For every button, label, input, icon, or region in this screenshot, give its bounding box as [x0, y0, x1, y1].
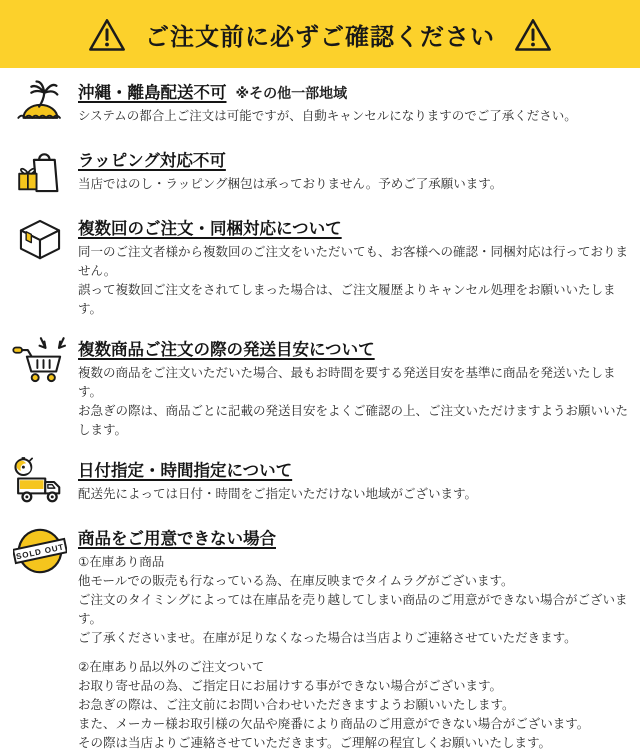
section-title: 沖縄・離島配送不可	[78, 84, 227, 102]
subsection-heading: ②在庫あり品以外のご注文ついて	[78, 660, 265, 674]
notice-list	[0, 68, 640, 753]
delivery-truck-clock-icon	[12, 456, 68, 508]
subsection-in-stock	[78, 553, 632, 648]
header-banner	[0, 0, 640, 68]
section-body-line: また、メーカー様お取引様の欠品や廃番により商品のご用意ができない場合がございます。	[78, 717, 590, 731]
section-no-combined-shipping	[12, 214, 632, 319]
section-title-note: ※その他一部地域	[235, 85, 348, 101]
section-no-wrapping	[12, 146, 632, 198]
section-body-line: お急ぎの際は、ご注文前にお問い合わせいただきますようお願いいたします。	[78, 698, 515, 712]
section-body-line: お急ぎの際は、商品ごとに記載の発送目安をよくご確認の上、ご注文いただけますようお願いいたします。	[78, 404, 629, 437]
section-out-of-stock	[12, 524, 632, 753]
section-body-line: 同一のご注文者様から複数回のご注文をいただいても、お客様への確認・同梱対応は行っておりません。	[78, 245, 629, 278]
section-title: 複数商品ご注文の際の発送目安について	[78, 341, 375, 359]
section-title: ラッピング対応不可	[78, 152, 226, 170]
package-box-icon	[12, 214, 68, 319]
page-title: ご注文前に必ずご確認ください	[145, 23, 495, 51]
gift-bag-icon	[12, 146, 68, 198]
subsection-backorder	[78, 658, 632, 753]
section-title: 商品をご用意できない場合	[78, 530, 276, 548]
section-body-line: ご了承くださいませ。在庫が足りなくなった場合は当店よりご連絡させていただきます。	[78, 631, 577, 645]
section-title: 日付指定・時間指定について	[78, 462, 293, 480]
sold-out-stamp-icon	[12, 524, 68, 753]
island-palm-icon	[12, 78, 68, 130]
warning-triangle-icon	[513, 16, 553, 53]
warning-triangle-icon	[87, 16, 127, 53]
section-date-time-designation	[12, 456, 632, 508]
section-body-line: 誤って複数回ご注文をされてしまった場合は、ご注文履歴よりキャンセル処理をお願いいたします。	[78, 283, 616, 316]
section-body-line: システムの都合上ご注文は可能ですが、自動キャンセルになりますのでご了承ください。	[78, 109, 577, 123]
shopping-cart-icon	[12, 335, 68, 440]
section-title: 複数回のご注文・同梱対応について	[78, 220, 342, 238]
subsection-heading: ①在庫あり商品	[78, 555, 165, 569]
sold-out-stamp-label: SOLD OUT	[15, 542, 66, 562]
section-body-line: 配送先によっては日付・時間をご指定いただけない地域がございます。	[78, 487, 478, 501]
section-body-line: お取り寄せ品の為、ご指定日にお届けする事ができない場合がございます。	[78, 679, 503, 693]
section-body-line: 他モールでの販売も行なっている為、在庫反映までタイムラグがございます。	[78, 574, 514, 588]
section-body-line: ご注文のタイミングによっては在庫品を売り越してしまい商品のご用意ができない場合がございます。	[78, 593, 628, 626]
section-shipping-leadtime	[12, 335, 632, 440]
section-body-line: その際は当店よりご連絡させていただきます。ご理解の程宜しくお願いいたします。	[78, 736, 552, 750]
section-body-line: 複数の商品をご注文いただいた場合、最もお時間を要する発送目安を基準に商品を発送いたします。	[78, 366, 616, 399]
section-body-line: 当店ではのし・ラッピング梱包は承っておりません。予めご了承願います。	[78, 177, 503, 191]
section-okinawa-shipping	[12, 78, 632, 130]
